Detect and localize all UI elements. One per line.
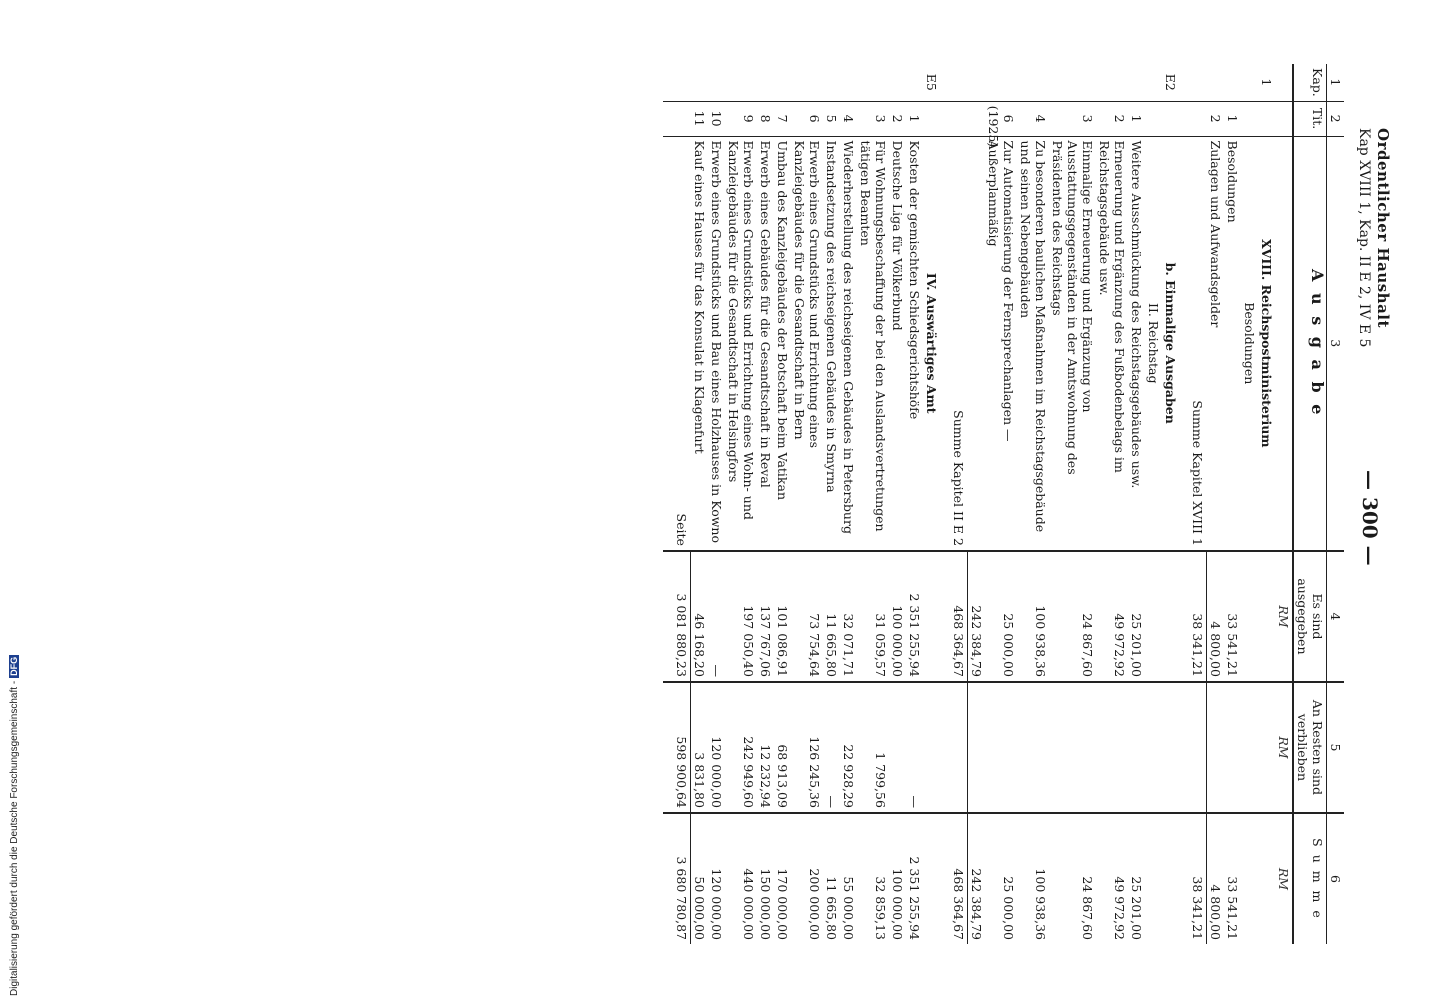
titel-number: 3: [857, 101, 889, 136]
empty-a: [923, 551, 940, 682]
amount-summe: 33 541,21: [1224, 813, 1241, 944]
spacer-cell: [663, 813, 673, 944]
amount-verblieben: 3 831,80: [691, 682, 709, 813]
sum-summe: 3 680 780,87: [673, 813, 691, 944]
spacer-cell: [1179, 682, 1189, 813]
empty-tit: [1145, 101, 1162, 136]
section-heading-row: [1162, 64, 1179, 944]
spacer-cell: [663, 64, 673, 101]
table-row: [774, 64, 791, 944]
item-description: Für Wohnungsbeschaffung der bei den Auslandsvertretungen tätigen Beamten: [857, 136, 889, 551]
table-row: [1224, 64, 1241, 944]
amount-verblieben: 120 000,00: [708, 682, 725, 813]
amount-ausgegeben: 73 754,64: [791, 551, 823, 682]
colnum-2: 2: [1327, 101, 1345, 136]
item-description: Deutsche Liga für Völkerbund: [889, 136, 906, 551]
empty-kap: [1189, 64, 1207, 101]
table-row: [906, 64, 923, 944]
amount-summe: 24 867,60: [1049, 813, 1096, 944]
amount-summe: 25 201,00: [1128, 813, 1145, 944]
spacer-cell: [1179, 136, 1189, 551]
spacer-cell: [1179, 64, 1189, 101]
table-row: [791, 64, 823, 944]
titel-number: 7: [774, 101, 791, 136]
section-heading: b. Einmalige Ausgaben: [1162, 136, 1179, 551]
empty-kap: [774, 64, 791, 101]
empty-kap: [1241, 64, 1258, 101]
amount-ausgegeben: 32 071,71: [840, 551, 857, 682]
titel-number: 2: [1207, 101, 1225, 136]
sum-label: Seite: [673, 136, 691, 551]
spacer-cell: [1179, 813, 1189, 944]
empty-kap: [1096, 64, 1128, 101]
titel-number: 5: [823, 101, 840, 136]
sum-summe: 468 364,67: [950, 813, 968, 944]
amount-verblieben: [985, 682, 1017, 813]
empty-b: [1258, 682, 1275, 813]
amount-summe: 49 972,92: [1096, 813, 1128, 944]
amount-verblieben: 1 799,56: [857, 682, 889, 813]
empty-b: [1145, 682, 1162, 813]
item-description: Einmalige Erneuerung und Ergänzung von Ausstattungsgegenständen in der Amtswohnung des Präsidenten des Reichstags: [1049, 136, 1096, 551]
amount-summe: 440 000,00: [725, 813, 757, 944]
empty-tit: [923, 101, 940, 136]
amount-summe: 170 000,00: [774, 813, 791, 944]
amount-ausgegeben: 242 384,79: [968, 551, 986, 682]
titel-number: 3: [1049, 101, 1096, 136]
empty-a: [1162, 551, 1179, 682]
column-header-row: [1293, 64, 1327, 944]
sum-verblieben: [1189, 682, 1207, 813]
spacer-row: [1179, 64, 1189, 944]
empty-c: [923, 813, 940, 944]
empty-kap: [889, 64, 906, 101]
item-description: Erwerb eines Grundstücks und Bau eines Holzhauses in Kowno: [708, 136, 725, 551]
empty-kap: [823, 64, 840, 101]
colnum-1: 1: [1327, 64, 1345, 101]
section-subheading-row: [1145, 64, 1162, 944]
unit-row: [1275, 64, 1293, 944]
amount-verblieben: [1224, 682, 1241, 813]
table-row: [1096, 64, 1128, 944]
spacer-row: [940, 64, 950, 944]
empty-kap: [691, 64, 709, 101]
amount-summe: 242 384,79: [968, 813, 986, 944]
empty-kap: [968, 64, 986, 101]
empty-kap: [757, 64, 774, 101]
titel-number: 4: [1017, 101, 1049, 136]
empty-kap: [1049, 64, 1096, 101]
amount-ausgegeben: —: [708, 551, 725, 682]
dfg-logo: DFG: [9, 656, 19, 676]
empty-kap: [791, 64, 823, 101]
amount-ausgegeben: 11 665,80: [823, 551, 840, 682]
section-heading-row: [923, 64, 940, 944]
empty-tit: [1189, 101, 1207, 136]
empty-c: [1162, 813, 1179, 944]
amount-summe: 2 351 255,94: [906, 813, 923, 944]
colnum-4: 4: [1327, 551, 1345, 682]
header-verblieben: An Resten sind verblieben: [1293, 682, 1327, 813]
empty-c: [1145, 813, 1162, 944]
credit-text: Digitalisierung gefördert durch die Deutsche Forschungsgemeinschaft -: [9, 680, 20, 996]
titel-number: 9: [725, 101, 757, 136]
item-description: Besoldungen: [1224, 136, 1241, 551]
empty-kap: [906, 64, 923, 101]
item-description: Weitere Ausschmückung des Reichstagsgebäudes usw.: [1128, 136, 1145, 551]
empty-tit: [1162, 101, 1179, 136]
amount-ausgegeben: 31 059,57: [857, 551, 889, 682]
empty-b: [968, 682, 986, 813]
spacer-cell: [940, 136, 950, 551]
spacer-cell: [663, 682, 673, 813]
item-description: Zu besonderen baulichen Maßnahmen im Reichstagsgebäude und seinen Nebengebäuden: [1017, 136, 1049, 551]
item-description: Zur Automatisierung der Fernsprechanlagen — Außerplanmäßig: [985, 136, 1017, 551]
kapitel-label: 1: [1259, 78, 1274, 87]
unit-c: RM: [1275, 813, 1293, 944]
empty-kap: [673, 64, 691, 101]
amount-summe: 55 000,00: [840, 813, 857, 944]
spacer-cell: [663, 551, 673, 682]
amount-summe: 50 000,00: [691, 813, 709, 944]
sum-verblieben: 598 900,64: [673, 682, 691, 813]
amount-verblieben: [1096, 682, 1128, 813]
digitization-credit: [6, 0, 20, 996]
sum-row: [950, 64, 968, 944]
spacer-cell: [1179, 101, 1189, 136]
table-row: [840, 64, 857, 944]
table-row: [1207, 64, 1225, 944]
amount-ausgegeben: 33 541,21: [1224, 551, 1241, 682]
amount-ausgegeben: 24 867,60: [1049, 551, 1096, 682]
item-description: Kosten der gemischten Schiedsgerichtshöfe: [906, 136, 923, 551]
empty-a: [1241, 551, 1258, 682]
amount-ausgegeben: 49 972,92: [1096, 551, 1128, 682]
empty-kap: [1145, 64, 1162, 101]
amount-summe: 25 000,00: [985, 813, 1017, 944]
table-row: [889, 64, 906, 944]
table-row: [757, 64, 774, 944]
titel-number: 2: [1096, 101, 1128, 136]
header-kap: Kap.: [1293, 64, 1327, 101]
section-subheading: Besoldungen: [1241, 136, 1258, 551]
amount-summe: 100 000,00: [889, 813, 906, 944]
item-description: Erwerb eines Grundstücks und Errichtung eines Kanzleigebäudes für die Gesandtschaft in Bern: [791, 136, 823, 551]
amount-verblieben: —: [906, 682, 923, 813]
spacer-cell: [940, 551, 950, 682]
empty-kap: [1207, 64, 1225, 101]
item-description: Instandsetzung des reichseigenen Gebäudes in Smyrna: [823, 136, 840, 551]
amount-ausgegeben: 46 168,20: [691, 551, 709, 682]
amount-verblieben: 22 928,29: [840, 682, 857, 813]
empty-c: [1241, 813, 1258, 944]
sum-ausgegeben: 38 341,21: [1189, 551, 1207, 682]
budget-table: [663, 64, 1344, 944]
amount-verblieben: 242 949,60: [725, 682, 757, 813]
column-number-row: [1327, 64, 1345, 944]
page-number: — 300 —: [1358, 470, 1382, 566]
empty-kap: [1224, 64, 1241, 101]
titel-number: 1: [1128, 101, 1145, 136]
titel-number: 1: [906, 101, 923, 136]
table-row: [985, 64, 1017, 944]
spacer-cell: [940, 682, 950, 813]
empty-tit: [1258, 101, 1275, 136]
amount-verblieben: 68 913,09: [774, 682, 791, 813]
amount-ausgegeben: 4 800,00: [1207, 551, 1225, 682]
empty-tit: [1241, 101, 1258, 136]
table-row: [691, 64, 709, 944]
unit-b: RM: [1275, 682, 1293, 813]
spacer-cell: [940, 813, 950, 944]
header-summe: S u m m e: [1293, 813, 1327, 944]
header-ausgabe: A u s g a b e: [1293, 136, 1327, 551]
table-row: [857, 64, 889, 944]
amount-ausgegeben: 197 050,40: [725, 551, 757, 682]
item-description: Erwerb eines Grundstücks und Errichtung eines Wohn- und Kanzleigebäudes für die Gesandtschaft in Helsingfors: [725, 136, 757, 551]
empty-kap: [985, 64, 1017, 101]
table-row: [725, 64, 757, 944]
table-row: [1128, 64, 1145, 944]
header-tit: Tit.: [1293, 101, 1327, 136]
sum-ausgegeben: 3 081 880,23: [673, 551, 691, 682]
colnum-5: 5: [1327, 682, 1345, 813]
amount-ausgegeben: 100 938,36: [1017, 551, 1049, 682]
titel-number: 10: [708, 101, 725, 136]
page-subtitle: Kap XVIII 1, Kap. II E 2, IV E 5: [1356, 128, 1372, 348]
amount-summe: 100 938,36: [1017, 813, 1049, 944]
item-description: Kauf eines Hauses für das Konsulat in Klagenfurt: [691, 136, 709, 551]
table-row: [1049, 64, 1096, 944]
empty-kap: [725, 64, 757, 101]
sum-row: [1189, 64, 1207, 944]
section-subheading-row: [1241, 64, 1258, 944]
spacer-cell: [1179, 551, 1189, 682]
titel-number: 8: [757, 101, 774, 136]
unit-a: RM: [1275, 551, 1293, 682]
amount-verblieben: 12 232,94: [757, 682, 774, 813]
empty-kap: [840, 64, 857, 101]
empty-tit: [673, 101, 691, 136]
spacer-cell: [940, 64, 950, 101]
empty-c: [1258, 813, 1275, 944]
empty-kap: [950, 64, 968, 101]
amount-ausgegeben: 25 201,00: [1128, 551, 1145, 682]
titel-number: 1: [1224, 101, 1241, 136]
table-body: [663, 64, 1293, 944]
section-heading: IV. Auswärtiges Amt: [923, 136, 940, 551]
sum-label: Summe Kapitel XVIII 1: [1189, 136, 1207, 551]
item-description: Erwerb eines Gebäudes für die Gesandtschaft in Reval: [757, 136, 774, 551]
titel-number: 2: [889, 101, 906, 136]
empty-b: [1241, 682, 1258, 813]
sum-label: Summe Kapitel II E 2: [950, 136, 968, 551]
section-subheading: II. Reichstag: [1145, 136, 1162, 551]
empty-kap: [1017, 64, 1049, 101]
empty-tit: [950, 101, 968, 136]
empty-kap: [1128, 64, 1145, 101]
sum-ausgegeben: 468 364,67: [950, 551, 968, 682]
item-description: Umbau des Kanzleigebäudes der Botschaft beim Vatikan: [774, 136, 791, 551]
amount-verblieben: 126 245,36: [791, 682, 823, 813]
amount-verblieben: [1049, 682, 1096, 813]
colnum-3: 3: [1327, 136, 1345, 551]
amount-ausgegeben: 25 000,00: [985, 551, 1017, 682]
amount-ausgegeben: 100 000,00: [889, 551, 906, 682]
amount-ausgegeben: 101 086,91: [774, 551, 791, 682]
amount-summe: 120 000,00: [708, 813, 725, 944]
empty-tit: [968, 101, 986, 136]
table-row: [1017, 64, 1049, 944]
sum-summe: 38 341,21: [1189, 813, 1207, 944]
section-heading: XVIII. Reichspostministerium: [1258, 136, 1275, 551]
amount-summe: 4 800,00: [1207, 813, 1225, 944]
item-description: Zulagen und Aufwandsgelder: [1207, 136, 1225, 551]
amount-summe: 11 665,80: [823, 813, 840, 944]
header-ausgegeben: Es sind ausgegeben: [1293, 551, 1327, 682]
empty-kap: [708, 64, 725, 101]
table-row: [968, 64, 986, 944]
amount-verblieben: [1128, 682, 1145, 813]
item-description: Erneuerung und Ergänzung des Fußbodenbelags im Reichstagsgebäude usw.: [1096, 136, 1128, 551]
amount-verblieben: [1207, 682, 1225, 813]
kapitel-label: E2: [1163, 73, 1178, 91]
amount-verblieben: [1017, 682, 1049, 813]
spacer-cell: [663, 136, 673, 551]
table-row: [708, 64, 725, 944]
empty-a: [1145, 551, 1162, 682]
titel-number: 6 (1925): [985, 101, 1017, 136]
sum-verblieben: [950, 682, 968, 813]
amount-ausgegeben: 2 351 255,94: [906, 551, 923, 682]
item-description: Wiederherstellung des reichseigenen Gebäudes in Petersburg: [840, 136, 857, 551]
spacer-cell: [940, 101, 950, 136]
kapitel-label: E5: [924, 73, 939, 91]
empty-a: [1258, 551, 1275, 682]
table-row: [823, 64, 840, 944]
empty-kap: [857, 64, 889, 101]
amount-summe: 200 000,00: [791, 813, 823, 944]
empty-b: [1162, 682, 1179, 813]
colnum-6: 6: [1327, 813, 1345, 944]
titel-number: 6: [791, 101, 823, 136]
amount-ausgegeben: 137 767,06: [757, 551, 774, 682]
spacer-cell: [663, 101, 673, 136]
empty-b: [923, 682, 940, 813]
spacer-row: [663, 64, 673, 944]
amount-verblieben: [889, 682, 906, 813]
amount-summe: 32 859,13: [857, 813, 889, 944]
titel-number: 11: [691, 101, 709, 136]
page-title: Ordentlicher Haushalt: [1374, 128, 1392, 328]
sum-row: [673, 64, 691, 944]
titel-number: 4: [840, 101, 857, 136]
amount-verblieben: —: [823, 682, 840, 813]
section-heading-row: [1258, 64, 1275, 944]
amount-summe: 150 000,00: [757, 813, 774, 944]
empty-desc: [968, 136, 986, 551]
